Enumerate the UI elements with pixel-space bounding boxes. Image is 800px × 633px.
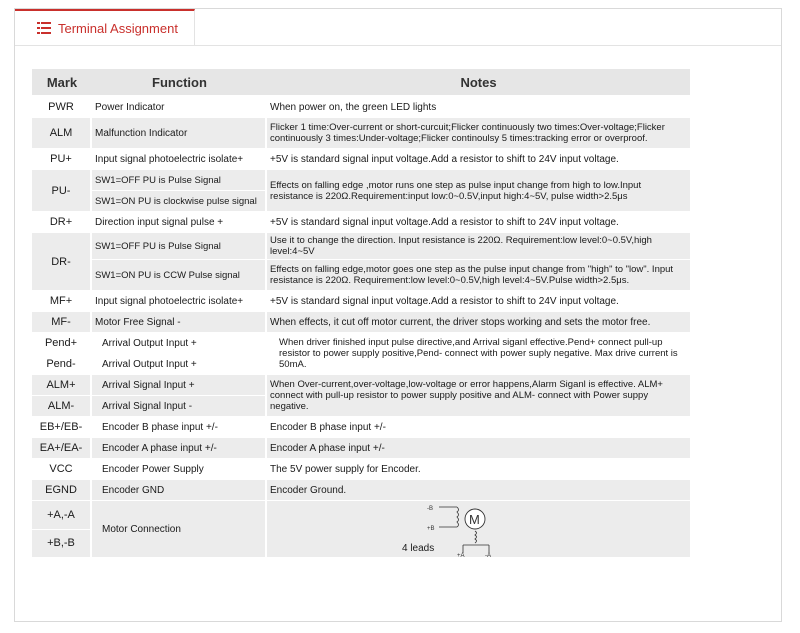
- mark-cell: DR+: [32, 212, 92, 233]
- table-row: [32, 438, 690, 459]
- function-cell: SW1=OFF PU is Pulse Signal: [92, 170, 267, 191]
- table-row: [32, 480, 690, 501]
- function-cell: Encoder B phase input +/-: [92, 417, 267, 438]
- header-mark: Mark: [32, 69, 92, 97]
- mark-cell: PU-: [32, 170, 92, 212]
- notes-cell: +5V is standard signal input voltage.Add a resistor to shift to 24V input voltage.: [267, 291, 690, 312]
- mark-cell: DR-: [32, 233, 92, 291]
- tab-terminal-assignment[interactable]: [15, 9, 195, 45]
- mark-cell: MF-: [32, 312, 92, 333]
- tab-label: Terminal Assignment: [58, 20, 178, 36]
- mark-cell: +B,-B: [32, 530, 92, 559]
- function-cell: Direction input signal pulse +: [92, 212, 267, 233]
- list-icon: [37, 22, 51, 34]
- tab-bar: [15, 9, 781, 46]
- function-cell: Arrival Output Input +: [92, 354, 267, 375]
- notes-cell: Encoder Ground.: [267, 480, 690, 501]
- function-cell: Arrival Signal Input +: [92, 375, 267, 396]
- table-row: [32, 260, 690, 291]
- mark-cell: EA+/EA-: [32, 438, 92, 459]
- mark-cell: ALM-: [32, 396, 92, 417]
- function-cell: Motor Free Signal -: [92, 312, 267, 333]
- table-row: [32, 233, 690, 260]
- table-row: [32, 312, 690, 333]
- table-row: [32, 417, 690, 438]
- function-cell: SW1=OFF PU is Pulse Signal: [92, 233, 267, 260]
- function-cell: Arrival Signal Input -: [92, 396, 267, 417]
- terminal-table: [32, 69, 690, 558]
- notes-cell: Flicker 1 time:Over-current or short-curcuit;Flicker continuously two times:Over-voltage;Flicker continuously 3 times:Under-voltage;Flicker continoulsy 5 times:tracking error or overproof.: [267, 118, 690, 149]
- table-row: [32, 459, 690, 480]
- mark-cell: PWR: [32, 97, 92, 118]
- mark-cell: EGND: [32, 480, 92, 501]
- mark-cell: ALM: [32, 118, 92, 149]
- table-row: [32, 212, 690, 233]
- table-row: [32, 501, 690, 530]
- function-cell: Encoder A phase input +/-: [92, 438, 267, 459]
- table-row: [32, 333, 690, 354]
- function-cell: SW1=ON PU is CCW Pulse signal: [92, 260, 267, 291]
- notes-cell: Effects on falling edge,motor goes one step as the pulse input change from "high" to "low". Input resistance is 220Ω. Requirement:low level:0~0.5V,high level:4~5V.Pulse width>2.5μs.: [267, 260, 690, 291]
- terminal-table-container: [32, 69, 690, 558]
- table-row: [32, 97, 690, 118]
- notes-cell: When power on, the green LED lights: [267, 97, 690, 118]
- header-function: Function: [92, 69, 267, 97]
- function-cell: Encoder GND: [92, 480, 267, 501]
- b-plus-label: +B: [427, 526, 435, 532]
- table-header-row: [32, 69, 690, 97]
- a-plus-label: +A: [457, 553, 465, 557]
- notes-cell: When driver finished input pulse directive,and Arrival siganl effective.Pend+ connect pull-up resistor to power supply positive,Pend- connect with power suply negative. Max drive current is 50mA.: [267, 333, 690, 375]
- motor-label: M: [469, 512, 480, 527]
- motor-diagram: [267, 501, 690, 557]
- function-cell: Power Indicator: [92, 97, 267, 118]
- table-row: [32, 375, 690, 396]
- mark-cell: Pend-: [32, 354, 92, 375]
- mark-cell: MF+: [32, 291, 92, 312]
- function-cell: Input signal photoelectric isolate+: [92, 291, 267, 312]
- notes-cell: Encoder A phase input +/-: [267, 438, 690, 459]
- notes-cell: Effects on falling edge ,motor runs one step as pulse input change from high to low.Input resistance is 220Ω.Requirement:input low:0~0.5V,input high:4~5V, pulse width>2.5μs: [267, 170, 690, 212]
- coil-a-icon: [475, 531, 477, 543]
- mark-cell: Pend+: [32, 333, 92, 354]
- function-cell: Encoder Power Supply: [92, 459, 267, 480]
- mark-cell: +A,-A: [32, 501, 92, 530]
- function-cell: Input signal photoelectric isolate+: [92, 149, 267, 170]
- table-row: [32, 291, 690, 312]
- coil-b-icon: [457, 507, 459, 527]
- mark-cell: ALM+: [32, 375, 92, 396]
- function-cell: Motor Connection: [92, 501, 267, 558]
- a-minus-label: -A: [485, 553, 491, 557]
- notes-cell: When Over-current,over-voltage,low-voltage or error happens,Alarm Siganl is effective. ALM+ connect with pull-up resistor to power supply positive and ALM- connect with Power suppy negative.: [267, 375, 690, 417]
- notes-cell: [267, 501, 690, 558]
- notes-cell: +5V is standard signal input voltage.Add a resistor to shift to 24V input voltage.: [267, 149, 690, 170]
- table-row: [32, 170, 690, 191]
- function-cell: Malfunction Indicator: [92, 118, 267, 149]
- notes-cell: Use it to change the direction. Input resistance is 220Ω. Requirement:low level:0~0.5V,high level:4~5V: [267, 233, 690, 260]
- table-row: [32, 118, 690, 149]
- header-notes: Notes: [267, 69, 690, 97]
- notes-cell: When effects, it cut off motor current, the driver stops working and sets the motor free.: [267, 312, 690, 333]
- leads-label: 4 leads: [402, 543, 435, 554]
- b-minus-label: -B: [427, 506, 433, 512]
- function-cell: SW1=ON PU is clockwise pulse signal: [92, 191, 267, 212]
- motor-wiring-diagram: [267, 501, 527, 557]
- notes-cell: The 5V power supply for Encoder.: [267, 459, 690, 480]
- mark-cell: VCC: [32, 459, 92, 480]
- function-cell: Arrival Output Input +: [92, 333, 267, 354]
- notes-cell: Encoder B phase input +/-: [267, 417, 690, 438]
- notes-cell: +5V is standard signal input voltage.Add a resistor to shift to 24V input voltage.: [267, 212, 690, 233]
- table-row: [32, 149, 690, 170]
- mark-cell: EB+/EB-: [32, 417, 92, 438]
- mark-cell: PU+: [32, 149, 92, 170]
